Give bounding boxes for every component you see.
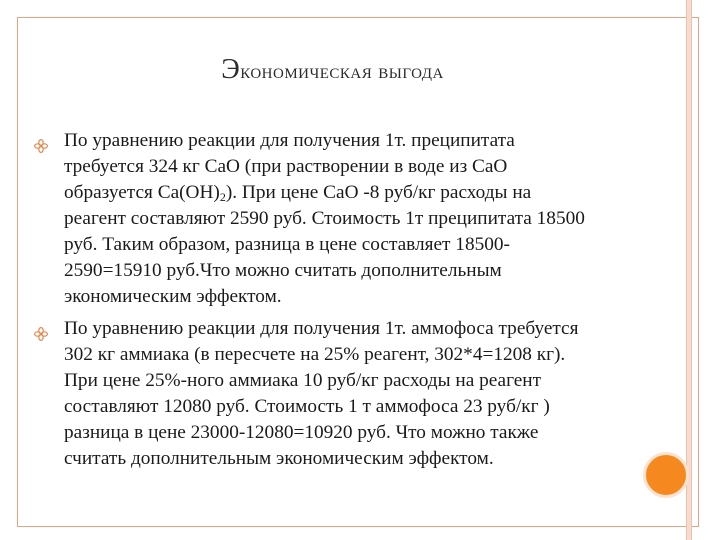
item-text-part1: По уравнению реакции для получения 1т. преципитата требуется 324 кг CaO (при растворении в воде из CaO образуется Ca(OH) (64, 130, 515, 203)
bullet-list (34, 128, 594, 478)
title-rest: кономическая выгода (240, 58, 444, 83)
flower-bullet-icon (34, 135, 48, 149)
list-item (34, 128, 594, 310)
slide-title (0, 54, 665, 86)
list-item (34, 316, 594, 472)
orange-circle-icon (643, 452, 689, 498)
flower-bullet-icon (34, 323, 48, 337)
item-text: По уравнению реакции для получения 1т. аммофоса требуется 302 кг аммиака (в пересчете на 25% реагент, 302*4=1208 кг). При цене 25%-ного аммиака 10 руб/кг расходы на реагент составляют 12080 руб. Стоимость 1 т аммофоса 23 руб/кг ) разница в цене 23000-12080=10920 руб. Что можно также считать дополнительным экономическим эффектом. (64, 318, 579, 469)
item-text-part2: ). При цене CaO -8 руб/кг расходы на реагент составляют 2590 руб. Стоимость 1т преципитата 18500 руб. Таким образом, разница в цене составляет 18500-2590=15910 руб.Что можно считать дополнительным экономическим эффектом. (64, 182, 585, 307)
item-subscript: 2 (219, 190, 226, 204)
right-decor-bar (686, 0, 692, 540)
title-first-letter: Э (221, 54, 241, 85)
